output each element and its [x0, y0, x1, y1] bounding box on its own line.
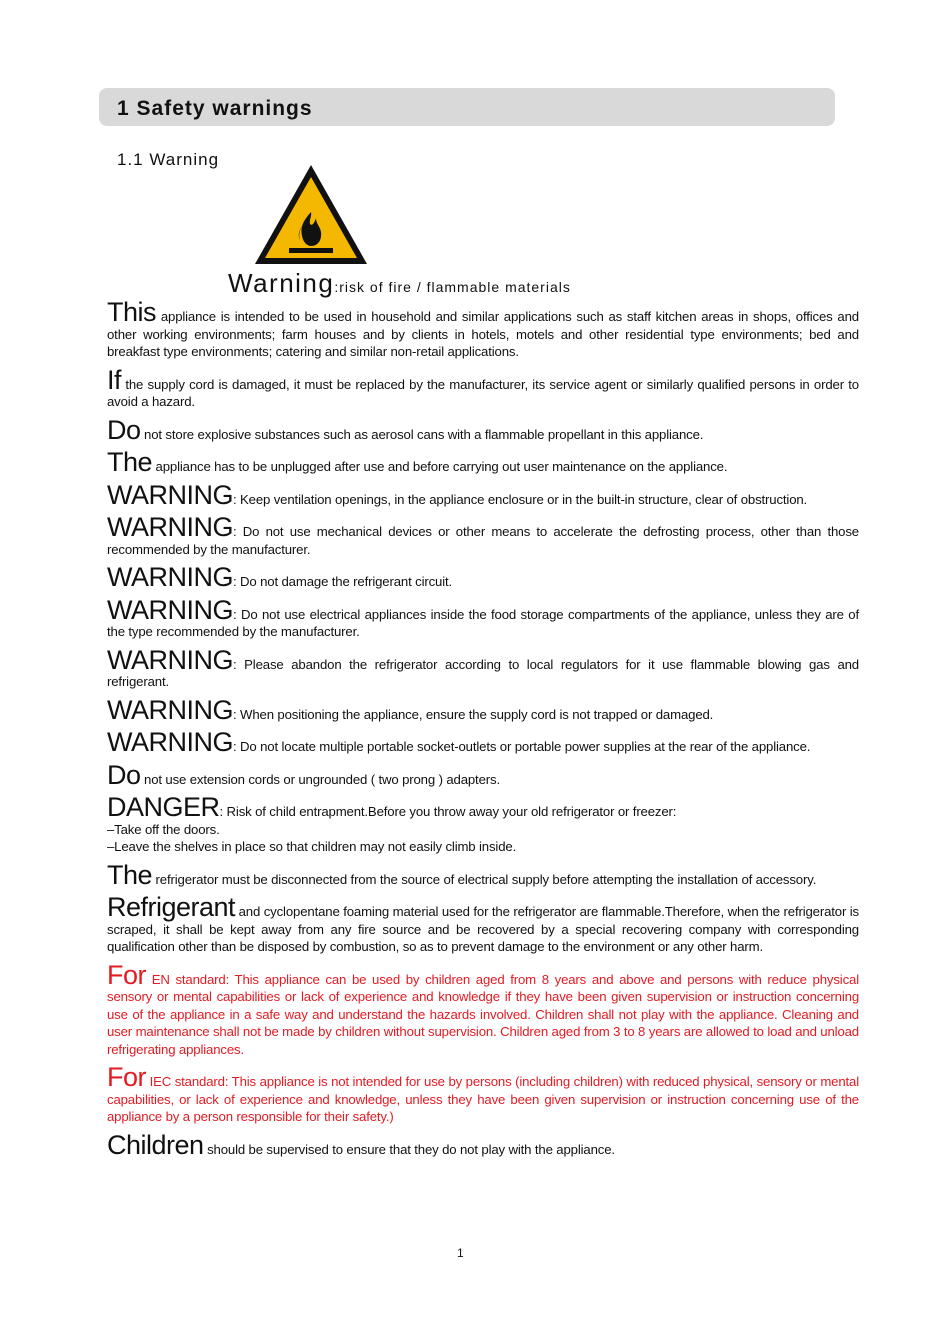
- paragraph: WARNING: Keep ventilation openings, in the appliance enclosure or in the built-in structure, clear of obstruction.: [107, 479, 808, 510]
- paragraph: WARNING: Do not use electrical appliances inside the food storage compartments of the appliance, unless they are of the type recommended by the manufacturer.: [107, 594, 859, 639]
- danger-paragraph: DANGER: Risk of child entrapment.Before you throw away your old refrigerator or freezer:: [107, 792, 677, 822]
- en-standard-paragraph: For EN standard: This appliance can be used by children aged from 8 years and above and persons with reduce physical sensory or mental capabilities or lack of experience and knowledge if they have been given supervision or instruction concerning use of the appliance in a safe way and understand the hazards involved. Children shall not play with the appliance. Cleaning and user maintenance shall not be made by children without supervision. Children aged from 3 to 8 years are allowed to load and unload refrigerating appliances.: [107, 959, 859, 1057]
- warning-list: [107, 297, 859, 1165]
- paragraph: If the supply cord is damaged, it must be replaced by the manufacturer, its service agent or similarly qualified persons in order to avoid a hazard.: [107, 364, 859, 409]
- paragraph: The appliance has to be unplugged after use and before carrying out user maintenance on the appliance.: [107, 447, 728, 477]
- paragraph: Do not store explosive substances such as aerosol cans with a flammable propellant in this appliance.: [107, 414, 704, 445]
- paragraph: This appliance is intended to be used in household and similar applications such as staff kitchen areas in shops, offices and other working environments; farm houses and by clients in hotels, motels and other residential type environments; bed and breakfast type environments; catering and similar non-retail applications.: [107, 297, 859, 359]
- paragraph: WARNING: When positioning the appliance, ensure the supply cord is not trapped or damaged.: [107, 694, 714, 725]
- paragraph: Refrigerant and cyclopentane foaming material used for the refrigerator are flammable.Therefore, when the refrigerator is scraped, it shall be kept away from any fire source and be recovered by a special recovering company with corresponding qualification other than be disposed by combustion, so as to prevent damage to the environment or any other harm.: [107, 892, 859, 954]
- danger-subitem: –Take off the doors.: [107, 821, 220, 837]
- paragraph: Children should be supervised to ensure that they do not play with the appliance.: [107, 1129, 615, 1160]
- warning-caption: [228, 268, 571, 299]
- paragraph: The refrigerator must be disconnected from the source of electrical supply before attempting the installation of accessory.: [107, 859, 817, 890]
- iec-standard-paragraph: For IEC standard: This appliance is not intended for use by persons (including children) with reduced physical, sensory or mental capabilities, or lack of experience and knowledge, unless they have been given supervision or instruction concerning use of the appliance by a person responsible for their safety.): [107, 1062, 859, 1124]
- paragraph: WARNING: Do not use mechanical devices or other means to accelerate the defrosting process, other than those recommended by the manufacturer.: [107, 512, 859, 557]
- paragraph: WARNING: Please abandon the refrigerator according to local regulators for it use flammable blowing gas and refrigerant.: [107, 644, 859, 689]
- paragraph: WARNING: Do not locate multiple portable socket-outlets or portable power supplies at the rear of the appliance.: [107, 727, 811, 757]
- caption-text: :risk of fire / flammable materials: [334, 279, 571, 295]
- paragraph: WARNING: Do not damage the refrigerant circuit.: [107, 562, 453, 592]
- caption-lead: Warning: [228, 268, 335, 298]
- danger-subitem: –Leave the shelves in place so that children may not easily climb inside.: [107, 839, 517, 854]
- page-number: 1: [457, 1246, 464, 1260]
- section-header-bar: [99, 88, 835, 126]
- flammable-warning-icon: [252, 162, 370, 268]
- page-title: 1 Safety warnings: [117, 97, 313, 120]
- paragraph: Do not use extension cords or ungrounded ( two prong ) adapters.: [107, 759, 500, 790]
- subsection-title: 1.1 Warning: [117, 150, 220, 169]
